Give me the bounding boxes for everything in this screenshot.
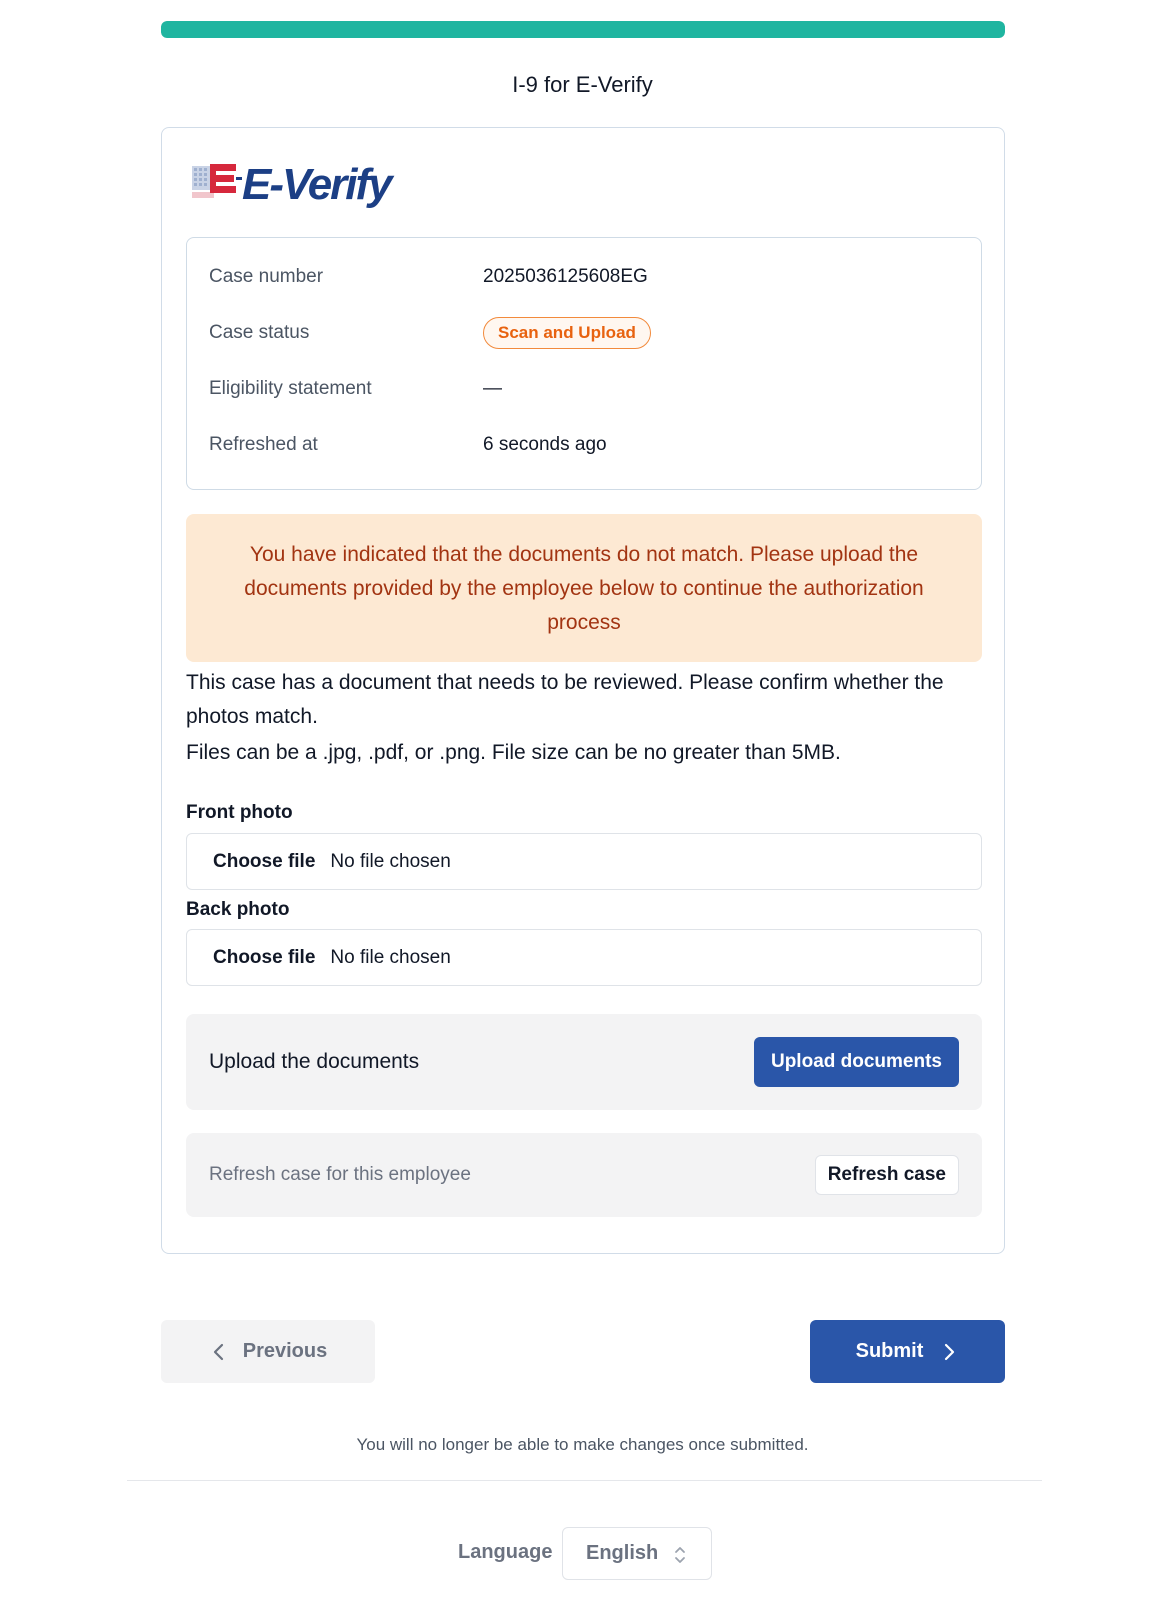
upload-panel (186, 1014, 982, 1110)
language-value: English (586, 1542, 659, 1564)
case-number-value: 2025036125608EG (483, 266, 648, 287)
file-rules-text: Files can be a .jpg, .pdf, or .png. File size can be no greater than 5MB. (186, 741, 841, 764)
language-select[interactable] (562, 1527, 712, 1580)
refreshed-at-value: 6 seconds ago (483, 434, 607, 455)
back-photo-status: No file chosen (330, 946, 451, 968)
back-photo-choose-button[interactable]: Choose file (213, 946, 316, 968)
front-photo-choose-button[interactable]: Choose file (213, 850, 316, 872)
submit-warning: You will no longer be able to make changes once submitted. (356, 1435, 809, 1454)
mismatch-alert: You have indicated that the documents do not match. Please upload the documents provided by the employee below to continue the authorization process (186, 514, 982, 662)
everify-card (161, 127, 1005, 1254)
back-photo-label: Back photo (186, 899, 290, 920)
refresh-panel (186, 1133, 982, 1217)
submit-label: Submit (855, 1340, 924, 1362)
refresh-panel-label: Refresh case for this employee (209, 1164, 471, 1185)
review-text: This case has a document that needs to be reviewed. Please confirm whether the photos match. (186, 671, 944, 728)
case-number-label: Case number (209, 266, 324, 287)
case-status-label: Case status (209, 322, 310, 343)
refresh-case-button[interactable]: Refresh case (815, 1155, 959, 1195)
chevron-right-icon (939, 1342, 959, 1362)
select-updown-icon (673, 1544, 687, 1566)
front-photo-label: Front photo (186, 802, 293, 823)
case-number-row (209, 262, 648, 292)
refreshed-at-row (209, 430, 607, 460)
progress-fill (161, 21, 1005, 38)
case-info-box (186, 237, 982, 490)
eligibility-row (209, 374, 502, 404)
footer-divider (127, 1480, 1042, 1481)
refreshed-at-label: Refreshed at (209, 434, 318, 455)
everify-logo (192, 156, 392, 216)
upload-panel-label: Upload the documents (209, 1050, 420, 1073)
case-status-row (209, 318, 651, 348)
submit-button[interactable] (810, 1320, 1005, 1383)
eligibility-label: Eligibility statement (209, 378, 372, 399)
previous-button[interactable] (161, 1320, 375, 1383)
chevron-left-icon (209, 1342, 229, 1362)
status-badge: Scan and Upload (483, 317, 651, 349)
eligibility-value: — (483, 378, 502, 399)
page-title: I-9 for E-Verify (512, 72, 653, 97)
previous-label: Previous (242, 1340, 328, 1362)
front-photo-status: No file chosen (330, 850, 451, 872)
back-photo-input[interactable] (186, 929, 982, 986)
progress-bar (161, 21, 1005, 38)
language-label: Language (458, 1541, 553, 1563)
everify-logo-text: E-Verify (242, 160, 391, 209)
upload-documents-button[interactable]: Upload documents (754, 1037, 959, 1087)
front-photo-input[interactable] (186, 833, 982, 890)
